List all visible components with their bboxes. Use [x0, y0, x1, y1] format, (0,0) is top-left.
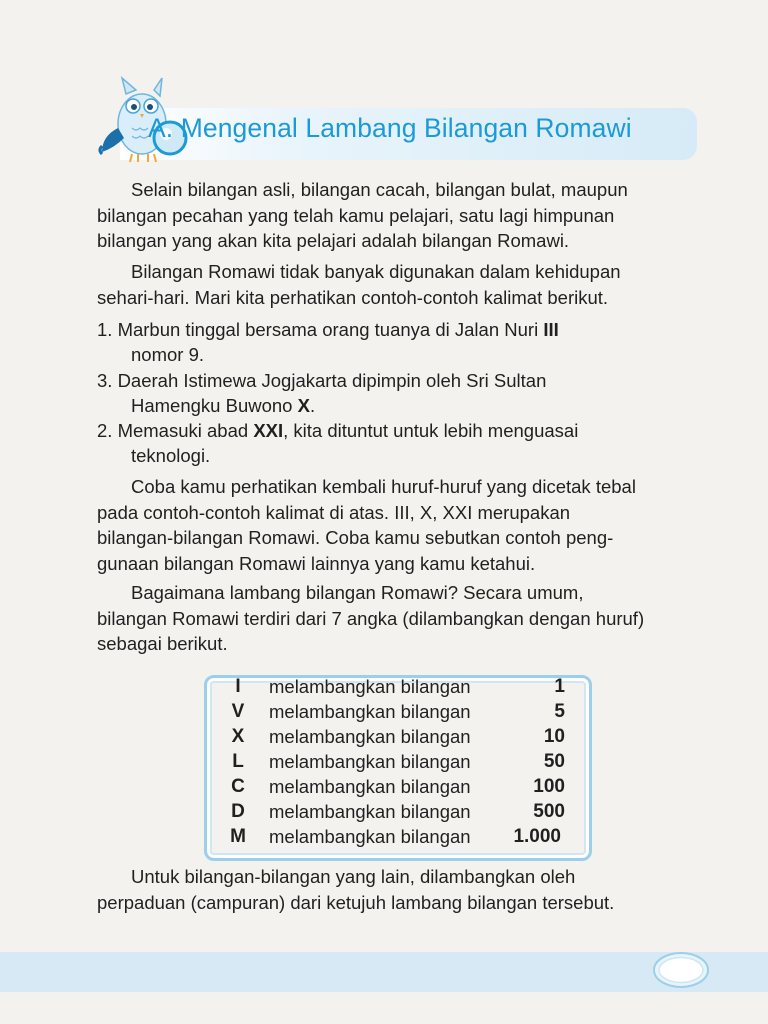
- example-item-3: 2. Memasuki abad XXI, kita dituntut untuk lebih menguasai teknologi.: [97, 418, 717, 468]
- paragraph-line: bilangan yang akan kita pelajari adalah bilangan Romawi.: [97, 230, 570, 251]
- paragraph-line: bilangan-bilangan Romawi. Coba kamu sebutkan contoh peng-: [97, 527, 614, 548]
- roman-symbol: I: [235, 676, 241, 697]
- roman-symbol: X: [231, 726, 245, 747]
- table-row: [207, 699, 589, 724]
- paragraph-3: [97, 474, 722, 576]
- row-description: melambangkan bilangan: [269, 676, 471, 697]
- paragraph-line: Bagaimana lambang bilangan Romawi? Secara umum,: [131, 582, 584, 603]
- roman-symbol: D: [231, 801, 245, 822]
- table-row: [207, 774, 589, 799]
- row-value: 100: [533, 776, 565, 797]
- example-continuation: teknologi.: [131, 445, 211, 466]
- table-row: [207, 724, 589, 749]
- row-value: 500: [533, 801, 565, 822]
- row-description: melambangkan bilangan: [269, 701, 471, 722]
- row-value: 50: [543, 751, 565, 772]
- roman-numeral-bold: X: [297, 395, 310, 416]
- example-item-2: 3. Daerah Istimewa Jogjakarta dipimpin oleh Sri Sultan Hamengku Buwono X.: [97, 370, 547, 416]
- paragraph-1: [97, 177, 722, 254]
- page-number-oval-icon: [652, 950, 710, 990]
- roman-symbol: L: [232, 751, 244, 772]
- example-continuation: nomor 9.: [131, 344, 205, 365]
- example-item-1: 1. Marbun tinggal bersama orang tuanya di Jalan Nuri III nomor 9.: [97, 317, 717, 367]
- table-row: [207, 824, 589, 849]
- row-description: melambangkan bilangan: [269, 751, 471, 772]
- table-row: [207, 749, 589, 774]
- paragraph-line: sehari-hari. Mari kita perhatikan contoh-contoh kalimat berikut.: [97, 286, 609, 308]
- row-value: 1: [554, 676, 565, 697]
- paragraph-line: sebagai berikut.: [97, 633, 228, 654]
- paragraph-line: perpaduan (campuran) dari ketujuh lambang bilangan tersebut.: [97, 891, 615, 913]
- paragraph-line: Bilangan Romawi tidak banyak digunakan dalam kehidupan: [131, 261, 621, 282]
- row-value: 1.000: [513, 826, 561, 847]
- row-description: melambangkan bilangan: [269, 801, 471, 822]
- paragraph-4: [97, 580, 722, 657]
- table-row: [207, 799, 589, 824]
- table-row: [207, 674, 589, 699]
- paragraph-line: Selain bilangan asli, bilangan cacah, bilangan bulat, maupun: [131, 179, 628, 200]
- paragraph-line: Untuk bilangan-bilangan yang lain, dilambangkan oleh: [131, 866, 576, 887]
- paragraph-5: [97, 864, 722, 915]
- paragraph-line: pada contoh-contoh kalimat di atas. III, X, XXI merupakan: [97, 501, 571, 523]
- row-value: 5: [554, 701, 565, 722]
- paragraph-line: bilangan pecahan yang telah kamu pelajari, satu lagi himpunan: [97, 204, 615, 226]
- row-description: melambangkan bilangan: [269, 776, 471, 797]
- roman-symbol: M: [230, 826, 246, 847]
- roman-symbol: C: [231, 776, 245, 797]
- roman-numeral-bold: XXI: [253, 420, 284, 441]
- row-value: 10: [543, 726, 565, 747]
- roman-numeral-bold: III: [543, 319, 559, 340]
- roman-numeral-table: [204, 675, 592, 861]
- section-title: A. Mengenal Lambang Bilangan Romawi: [148, 113, 632, 143]
- row-description: melambangkan bilangan: [269, 726, 471, 747]
- paragraph-line: bilangan Romawi terdiri dari 7 angka (dilambangkan dengan huruf): [97, 607, 645, 629]
- paragraph-2: [97, 259, 722, 310]
- paragraph-line: Coba kamu perhatikan kembali huruf-huruf yang dicetak tebal: [131, 476, 636, 497]
- roman-symbol: V: [231, 701, 245, 722]
- row-description: melambangkan bilangan: [269, 826, 471, 847]
- paragraph-line: gunaan bilangan Romawi lainnya yang kamu ketahui.: [97, 552, 536, 574]
